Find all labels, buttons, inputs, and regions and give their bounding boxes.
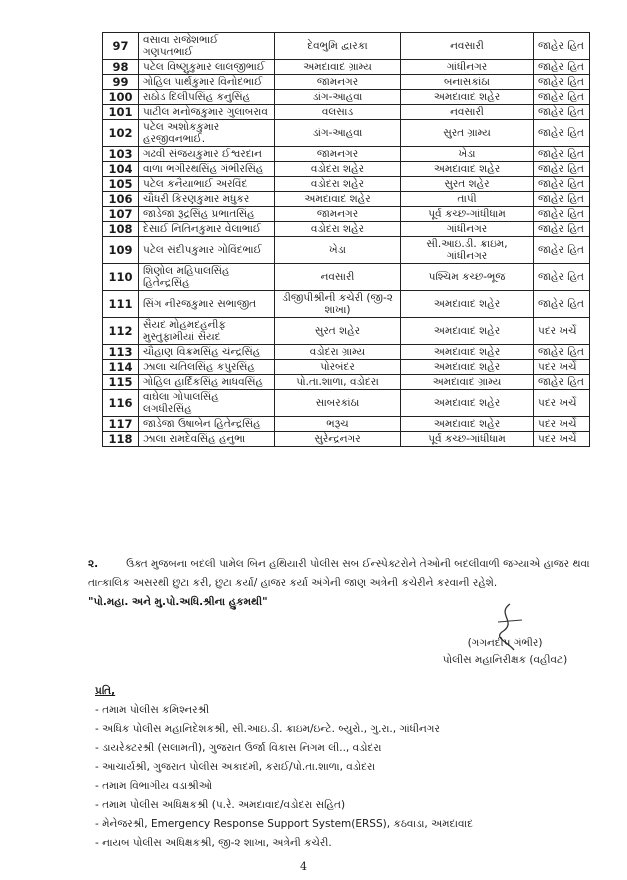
from-location: નવસારી xyxy=(275,264,401,291)
copy-recipient-item: - તમામ વિભાગીય વડાશ્રીઓ xyxy=(95,780,213,792)
signatory-designation: પોલીસ મહાનિરીક્ષક (વહીવટ) xyxy=(442,654,568,666)
transfer-reason: જાહેર હિત xyxy=(534,33,590,60)
from-location: વડોદરા શહેર xyxy=(275,162,401,177)
row-number: 112 xyxy=(103,318,139,345)
to-location: ગાંધીનગર xyxy=(401,60,534,75)
officer-name: દેસાઈ નિતિનકુમાર વેલાભાઈ xyxy=(139,222,275,237)
to-location: અમદાવાદ શહેર xyxy=(401,90,534,105)
to-location: અમદાવાદ શહેર xyxy=(401,291,534,318)
row-number: 98 xyxy=(103,60,139,75)
table-row xyxy=(103,192,590,207)
table-row xyxy=(103,222,590,237)
row-number: 115 xyxy=(103,375,139,390)
transfer-reason: જાહેર હિત xyxy=(534,192,590,207)
copy-recipient-item: - મેનેજરશ્રી, Emergency Response Support System(ERSS), કઠવાડા, અમદાવાદ xyxy=(95,818,473,830)
transfer-reason: પદર ખર્ચે xyxy=(534,360,590,375)
table-row xyxy=(103,177,590,192)
to-location: નવસારી xyxy=(401,33,534,60)
table-row xyxy=(103,318,590,345)
from-location: ડીજીપીશ્રીની કચેરી (જી-૨ શાખા) xyxy=(275,291,401,318)
officer-name: સૈયદ મોહમદહનીફ મુસ્તુફામીયાં સૈયદ xyxy=(139,318,275,345)
table-row xyxy=(103,375,590,390)
from-location: જામનગર xyxy=(275,207,401,222)
copy-recipients xyxy=(95,701,595,853)
copy-recipient-item: - અધિક પોલીસ મહાનિદેશકશ્રી, સી.આઇ.ડી. ક્રાઇમ/ઇન્ટે. બ્યુરો., ગુ.રા., ગાંધીનગર xyxy=(95,723,440,735)
to-location: તાપી xyxy=(401,192,534,207)
transfer-reason: જાહેર હિત xyxy=(534,105,590,120)
officer-name: રાઠોડ દિલીપસિંહ કનુસિંહ xyxy=(139,90,275,105)
from-location: ડાંગ-આહવા xyxy=(275,90,401,105)
from-location: જામનગર xyxy=(275,75,401,90)
transfer-reason: જાહેર હિત xyxy=(534,177,590,192)
to-location: અમદાવાદ ગ્રામ્ય xyxy=(401,375,534,390)
to-location: ગાંધીનગર xyxy=(401,222,534,237)
row-number: 97 xyxy=(103,33,139,60)
officer-name: વાઘેલા ગોપાલસિંહ લગધીરસિંહ xyxy=(139,390,275,417)
to-location: નવસારી xyxy=(401,105,534,120)
table-row xyxy=(103,90,590,105)
from-location: ખેડા xyxy=(275,237,401,264)
table-row xyxy=(103,207,590,222)
from-location: વડોદરા શહેર xyxy=(275,177,401,192)
officer-name: વસાવા રાજેશભાઈ ગણપતભાઈ xyxy=(139,33,275,60)
from-location: વડોદરા ગ્રામ્ય xyxy=(275,345,401,360)
table-row xyxy=(103,432,590,447)
table-row xyxy=(103,264,590,291)
row-number: 101 xyxy=(103,105,139,120)
from-location: અમદાવાદ ગ્રામ્ય xyxy=(275,60,401,75)
officer-name: પટેલ અશોકકુમાર હરજીવનભાઈ. xyxy=(139,120,275,147)
row-number: 118 xyxy=(103,432,139,447)
transfer-reason: જાહેર હિત xyxy=(534,237,590,264)
table-row xyxy=(103,345,590,360)
row-number: 116 xyxy=(103,390,139,417)
to-location: અમદાવાદ શહેર xyxy=(401,417,534,432)
transfer-reason: પદર ખર્ચે xyxy=(534,390,590,417)
row-number: 109 xyxy=(103,237,139,264)
page-number: 4 xyxy=(300,860,307,873)
row-number: 102 xyxy=(103,120,139,147)
row-number: 99 xyxy=(103,75,139,90)
table-row xyxy=(103,147,590,162)
from-location: જામનગર xyxy=(275,147,401,162)
table-row xyxy=(103,75,590,90)
officer-name: સિંગ નીરજકુમાર સભાજીત xyxy=(139,291,275,318)
row-number: 108 xyxy=(103,222,139,237)
transfer-reason: જાહેર હિત xyxy=(534,222,590,237)
transfer-reason: જાહેર હિત xyxy=(534,147,590,162)
row-number: 107 xyxy=(103,207,139,222)
table-row xyxy=(103,360,590,375)
transfer-reason: જાહેર હિત xyxy=(534,291,590,318)
to-location: અમદાવાદ શહેર xyxy=(401,162,534,177)
transfer-reason: જાહેર હિત xyxy=(534,75,590,90)
signatory-name: (ગગનદીપ ગંભીર) xyxy=(467,637,543,649)
transfer-reason: જાહેર હિત xyxy=(534,207,590,222)
copy-recipient-item: - નાયબ પોલીસ અધિક્ષકશ્રી, જી-૨ શાખા, અત્રેની કચેરી. xyxy=(95,837,332,849)
officer-name: શિણોલ મહિપાલસિંહ હિતેન્દ્રસિંહ xyxy=(139,264,275,291)
officer-name: ગઢવી સંજયકુમાર ઈશ્વરદાન xyxy=(139,147,275,162)
to-location: બનાસકાંઠા xyxy=(401,75,534,90)
copy-recipient-item: - તમામ પોલીસ અધિક્ષકશ્રી (પ.રે. અમદાવાદ/વડોદરા સહિત) xyxy=(95,799,346,811)
officer-name: ગોહિલ હાર્દિકસિંહ માધવસિંહ xyxy=(139,375,275,390)
from-location: અમદાવાદ શહેર xyxy=(275,192,401,207)
officer-name: ચૌધરી કિરણકુમાર મધુકર xyxy=(139,192,275,207)
transfer-table-body xyxy=(103,33,590,447)
order-line: "પો.મહા. અને મુ.પો.અધિ.શ્રીના હુકમથી" xyxy=(88,596,268,608)
transfer-reason: જાહેર હિત xyxy=(534,345,590,360)
officer-name: વાળા ભગીરથસિંહ ગંભીરસિંહ xyxy=(139,162,275,177)
to-location: ખેડા xyxy=(401,147,534,162)
paragraph-text: ઉક્ત મુજબના બદલી પામેલ બિન હથિયારી પોલીસ સબ ઈન્સ્પેક્ટરોને તેઓની બદલીવાળી જગ્યાએ હાજર થવા તાત્કાલિક અસરથી છુટા કરી, છુટા કર્યા/ હાજર કર્યા અંગેની જાણ અત્રેની કચેરીને કરવાની રહેશે. xyxy=(88,558,590,589)
paragraph-number: ૨. xyxy=(88,558,99,570)
transfer-reason: જાહેર હિત xyxy=(534,264,590,291)
transfer-table xyxy=(102,32,590,447)
officer-name: પાટીલ મનોજકુમાર ગુલાબરાવ xyxy=(139,105,275,120)
to-location: અમદાવાદ શહેર xyxy=(401,345,534,360)
row-number: 113 xyxy=(103,345,139,360)
officer-name: પટેલ સંદીપકુમાર ગોવિંદભાઈ xyxy=(139,237,275,264)
from-location: સુરત શહેર xyxy=(275,318,401,345)
officer-name: ઝાલા રામદેવસિંહ હનુભા xyxy=(139,432,275,447)
copy-recipient-item: - ડાયરેક્ટરશ્રી (સલામતી), ગુજરાત ઉર્જા વિકાસ નિગમ લી.., વડોદરા xyxy=(95,742,382,754)
transfer-reason: જાહેર હિત xyxy=(534,375,590,390)
copy-to-heading: પ્રતિ, xyxy=(95,685,116,697)
to-location: અમદાવાદ શહેર xyxy=(401,318,534,345)
table-row xyxy=(103,33,590,60)
row-number: 105 xyxy=(103,177,139,192)
from-location: વડોદરા શહેર xyxy=(275,222,401,237)
to-location: પૂર્વ કચ્છ-ગાંધીધામ xyxy=(401,207,534,222)
table-row xyxy=(103,60,590,75)
transfer-reason: જાહેર હિત xyxy=(534,60,590,75)
table-row xyxy=(103,120,590,147)
table-row xyxy=(103,162,590,177)
officer-name: જાડેજા રૂદ્રસિંહ પ્રભાતસિંહ xyxy=(139,207,275,222)
from-location: સુરેન્દ્રનગર xyxy=(275,432,401,447)
row-number: 114 xyxy=(103,360,139,375)
transfer-reason: પદર ખર્ચે xyxy=(534,432,590,447)
row-number: 117 xyxy=(103,417,139,432)
to-location: પૂર્વ કચ્છ-ગાંધીધામ xyxy=(401,432,534,447)
signature-block xyxy=(400,635,610,669)
transfer-reason: પદર ખર્ચે xyxy=(534,318,590,345)
from-location: ભરૂચ xyxy=(275,417,401,432)
officer-name: ચૌહાણ વિક્રમસિંહ ચંન્દ્રસિંહ xyxy=(139,345,275,360)
officer-name: પટેલ વિષ્ણુકુમાર લાલજીભાઈ xyxy=(139,60,275,75)
instruction-paragraph xyxy=(88,555,608,612)
to-location: અમદાવાદ શહેર xyxy=(401,390,534,417)
row-number: 106 xyxy=(103,192,139,207)
to-location: અમદાવાદ શહેર xyxy=(401,360,534,375)
row-number: 104 xyxy=(103,162,139,177)
from-location: પોરબંદર xyxy=(275,360,401,375)
to-location: સી.આઇ.ડી. ક્રાઇમ, ગાંધીનગર xyxy=(401,237,534,264)
from-location: પો.તા.શાળા, વડોદરા xyxy=(275,375,401,390)
row-number: 110 xyxy=(103,264,139,291)
to-location: સુરત શહેર xyxy=(401,177,534,192)
copy-to-list xyxy=(95,682,595,853)
row-number: 100 xyxy=(103,90,139,105)
table-row xyxy=(103,390,590,417)
from-location: સાબરકાંઠા xyxy=(275,390,401,417)
to-location: સુરત ગ્રામ્ય xyxy=(401,120,534,147)
copy-recipient-item: - તમામ પોલીસ કમિશ્નરશ્રી xyxy=(95,704,210,716)
transfer-reason: પદર ખર્ચે xyxy=(534,417,590,432)
table-row xyxy=(103,105,590,120)
transfer-reason: જાહેર હિત xyxy=(534,162,590,177)
from-location: દેવભુમિ દ્વારકા xyxy=(275,33,401,60)
table-row xyxy=(103,417,590,432)
from-location: ડાંગ-આહવા xyxy=(275,120,401,147)
from-location: વલસાડ xyxy=(275,105,401,120)
to-location: પશ્ચિમ કચ્છ-ભૂજ xyxy=(401,264,534,291)
transfer-reason: જાહેર હિત xyxy=(534,90,590,105)
copy-recipient-item: - આચાર્યશ્રી, ગુજરાત પોલીસ અકાદમી, કરાઈ/પો.તા.શાળા, વડોદરા xyxy=(95,761,376,773)
officer-name: ઝાલા ચતિલસિંહ કપુરસિંહ xyxy=(139,360,275,375)
officer-name: જાડેજા ઉષાબેન હિતેન્દ્રસિંહ xyxy=(139,417,275,432)
transfer-reason: જાહેર હિત xyxy=(534,120,590,147)
officer-name: ગોહિલ પાર્થકુમાર વિનોદભાઈ xyxy=(139,75,275,90)
table-row xyxy=(103,291,590,318)
row-number: 111 xyxy=(103,291,139,318)
row-number: 103 xyxy=(103,147,139,162)
officer-name: પટેલ કનૈયાભાઈ અરવિંદ xyxy=(139,177,275,192)
table-row xyxy=(103,237,590,264)
